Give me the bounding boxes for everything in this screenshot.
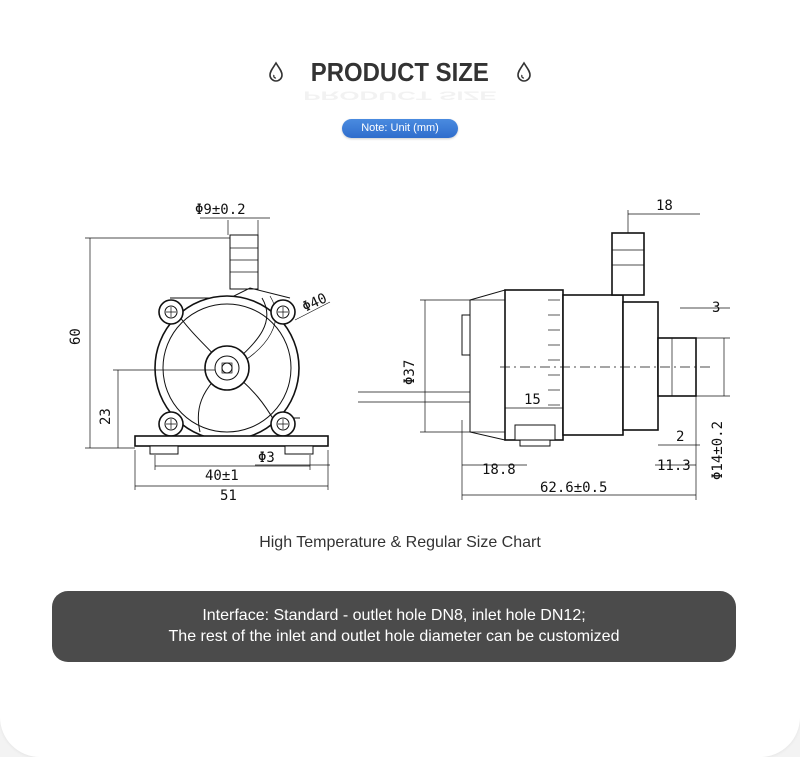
dim-base-width: 51 (220, 488, 237, 504)
dim-base-offset: 18.8 (482, 462, 516, 478)
water-drop-icon (515, 61, 533, 83)
dim-step: 2 (676, 429, 685, 445)
dim-inlet-length: 3 (712, 300, 721, 316)
dim-top-offset: 18 (656, 198, 673, 214)
dim-inlet-depth: 11.3 (657, 458, 691, 474)
title-row (0, 52, 800, 92)
water-drop-icon (267, 61, 285, 83)
side-view (358, 198, 730, 500)
info-line-1: Interface: Standard - outlet hole DN8, inlet hole DN12; (202, 607, 586, 624)
chart-caption: High Temperature & Regular Size Chart (259, 534, 541, 551)
dim-total-length: 62.6±0.5 (540, 480, 608, 496)
interface-info-box (52, 591, 736, 662)
title-reflection: PRODUCT SIZE (303, 88, 497, 103)
dim-center-height: 23 (98, 408, 114, 425)
unit-note-badge: Note: Unit (mm) (342, 119, 458, 138)
front-view (68, 202, 330, 504)
dim-body-diameter: Φ40 (299, 290, 330, 316)
page-title: PRODUCT SIZE (310, 56, 490, 87)
dim-hole-spacing: 40±1 (205, 468, 239, 484)
dim-hole-diameter: Φ3 (258, 450, 275, 466)
dim-inlet-diameter: Φ14±0.2 (710, 420, 726, 480)
dim-inner-length: 15 (524, 392, 541, 408)
dim-outlet-diameter: Φ9±0.2 (195, 202, 246, 218)
info-line-2: The rest of the inlet and outlet hole diameter can be customized (168, 628, 620, 645)
dim-total-height: 60 (68, 328, 84, 345)
dim-motor-diameter: Φ37 (402, 359, 418, 385)
pump-dimension-drawing (0, 170, 800, 520)
